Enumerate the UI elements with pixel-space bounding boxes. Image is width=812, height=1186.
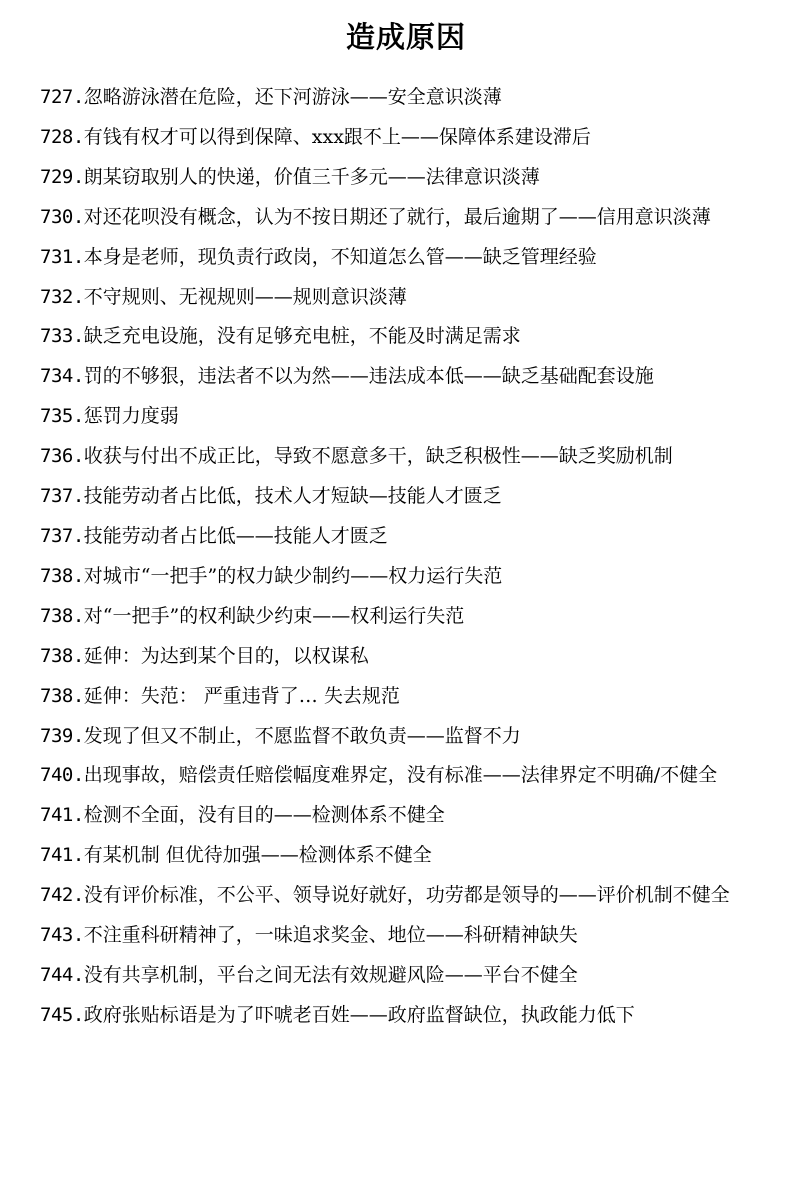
item-text: 没有评价标准，不公平、领导说好就好，功劳都是领导的——评价机制不健全 — [83, 884, 730, 907]
item-number: 741. — [40, 844, 84, 867]
item-number: 738. — [40, 684, 84, 707]
item-text: 技能劳动者占比低——技能人才匮乏 — [83, 524, 388, 547]
cause-list — [40, 78, 792, 1036]
item-text: 惩罚力度弱 — [83, 405, 179, 428]
item-number: 733. — [40, 325, 84, 348]
list-item — [40, 956, 792, 996]
list-item — [40, 876, 792, 916]
item-number: 739. — [40, 724, 84, 747]
list-item — [40, 597, 792, 637]
list-item — [40, 756, 792, 796]
item-text: 有某机制 但优待加强——检测体系不健全 — [83, 844, 432, 867]
item-text: 出现事故，赔偿责任赔偿幅度难界定，没有标准——法律界定不明确/不健全 — [83, 764, 718, 787]
item-text: 不守规则、无视规则——规则意识淡薄 — [83, 285, 407, 308]
item-number: 737. — [40, 485, 84, 508]
item-number: 744. — [40, 963, 84, 986]
list-item — [40, 637, 792, 677]
list-item — [40, 996, 792, 1036]
item-text: 罚的不够狠，违法者不以为然——违法成本低——缺乏基础配套设施 — [83, 365, 654, 388]
list-item — [40, 118, 792, 158]
item-text: 对城市“一把手”的权力缺少制约——权力运行失范 — [83, 564, 503, 587]
item-number: 743. — [40, 924, 84, 947]
item-text: 政府张贴标语是为了吓唬老百姓——政府监督缺位，执政能力低下 — [83, 1003, 635, 1026]
list-item — [40, 278, 792, 318]
item-number: 736. — [40, 445, 84, 468]
item-number: 741. — [40, 804, 84, 827]
item-number: 731. — [40, 245, 84, 268]
list-item — [40, 158, 792, 198]
item-text: 技能劳动者占比低，技术人才短缺—技能人才匮乏 — [83, 485, 502, 508]
list-item — [40, 916, 792, 956]
list-item — [40, 517, 792, 557]
item-text: 收获与付出不成正比，导致不愿意多干，缺乏积极性——缺乏奖励机制 — [83, 445, 673, 468]
item-number: 727. — [40, 86, 84, 108]
list-item — [40, 477, 792, 517]
item-text: 本身是老师，现负责行政岗，不知道怎么管——缺乏管理经验 — [83, 245, 597, 268]
item-number: 745. — [40, 1003, 84, 1026]
item-number: 737. — [40, 524, 84, 547]
item-number: 729. — [40, 165, 84, 188]
item-number: 732. — [40, 285, 84, 308]
item-number: 728. — [40, 125, 84, 148]
item-text: 检测不全面，没有目的——检测体系不健全 — [83, 804, 445, 827]
item-text: 发现了但又不制止，不愿监督不敢负责——监督不力 — [83, 724, 521, 747]
item-text: 对“一把手”的权利缺少约束——权利运行失范 — [83, 604, 465, 627]
item-number: 742. — [40, 884, 84, 907]
list-item — [40, 557, 792, 597]
item-number: 735. — [40, 405, 84, 428]
list-item — [40, 796, 792, 836]
item-text: 不注重科研精神了，一味追求奖金、地位——科研精神缺失 — [83, 924, 578, 947]
list-item — [40, 437, 792, 477]
list-item — [40, 317, 792, 357]
list-item — [40, 717, 792, 757]
list-item — [40, 238, 792, 278]
item-text: 忽略游泳潜在危险，还下河游泳——安全意识淡薄 — [83, 86, 502, 108]
item-text: 延伸：为达到某个目的，以权谋私 — [83, 644, 369, 667]
item-number: 738. — [40, 644, 84, 667]
item-number: 734. — [40, 365, 84, 388]
item-number: 738. — [40, 564, 84, 587]
item-text: 没有共享机制，平台之间无法有效规避风险——平台不健全 — [83, 963, 578, 986]
item-text: 对还花呗没有概念，认为不按日期还了就行，最后逾期了——信用意识淡薄 — [83, 205, 711, 228]
list-item — [40, 677, 792, 717]
item-text: 缺乏充电设施，没有足够充电桩，不能及时满足需求 — [83, 325, 521, 348]
list-item — [40, 397, 792, 437]
list-item — [40, 357, 792, 397]
page-title: 造成原因 — [345, 20, 466, 55]
item-number: 738. — [40, 604, 84, 627]
item-number: 740. — [40, 764, 84, 787]
list-item — [40, 198, 792, 238]
item-text: 延伸：失范： 严重违背了… 失去规范 — [83, 684, 400, 707]
item-text: 有钱有权才可以得到保障、xxx跟不上——保障体系建设滞后 — [83, 125, 591, 148]
list-item — [40, 836, 792, 876]
list-item — [40, 78, 792, 118]
item-number: 730. — [40, 205, 84, 228]
item-text: 朗某窃取别人的快递，价值三千多元——法律意识淡薄 — [83, 165, 540, 188]
